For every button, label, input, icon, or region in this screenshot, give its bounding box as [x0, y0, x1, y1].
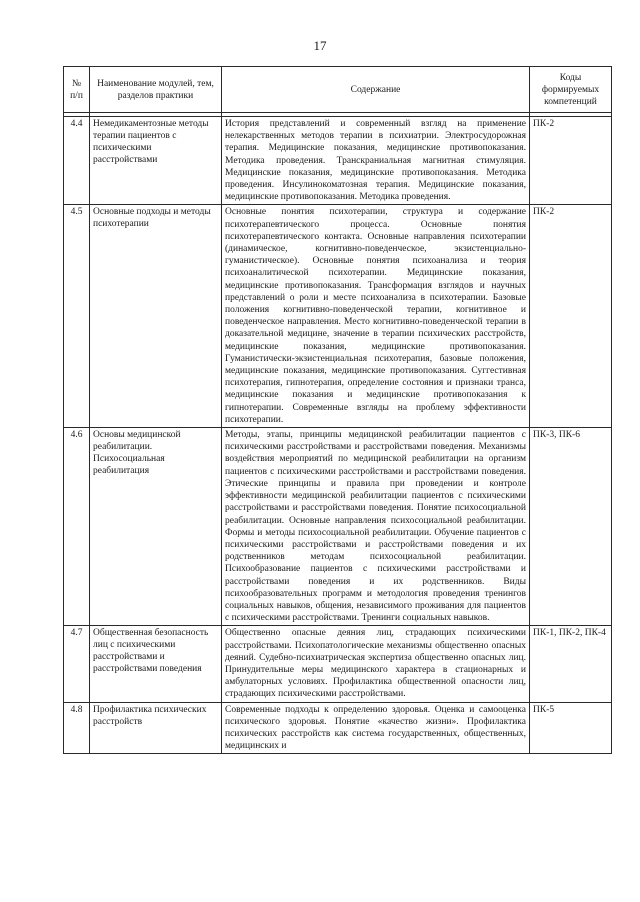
row-topic-name: Общественная безопасность лиц с психическими расстройствами и расстройствами поведения [90, 626, 222, 702]
row-competence-codes: ПК-5 [530, 702, 612, 754]
row-num: 4.5 [64, 205, 90, 428]
row-competence-codes: ПК-1, ПК-2, ПК-4 [530, 626, 612, 702]
table-row [64, 702, 612, 754]
page-number: 17 [313, 38, 327, 53]
row-topic-name: Основные подходы и методы психотерапии [90, 205, 222, 428]
table-row [64, 626, 612, 702]
table-row [64, 205, 612, 428]
row-content: Основные понятия психотерапии, структура и содержание психотерапевтического процесса. Основные понятия психотерапевтического контакта. Основные направления психотерапии (динамическое, когнитивно-поведенческое, экзистенциально-гуманистическое). Основные понятия психоанализа и теория психоаналитической психотерапии. Медицинские показания, медицинские противопоказания. Трансформация взглядов и научных представлений о роли и месте психоанализа в психотерапии. Базовые положения когнитивно-поведенческой терапии, когнитивное и поведенческое направления. Место когнитивно-поведенческой терапии в доказательной медицине, значение в терапии психических расстройств, медицинские показания, медицинские противопоказания. Гуманистически-экзистенциальная психотерапия, базовые положения, медицинские показания, медицинские противопоказания. Суггестивная психотерапия, гипнотерапия, определение состояния и признаки транса, медицинские показания и медицинские противопоказания к гипнотерапии. Современные взгляды на проблему эффективности психотерапии. [222, 205, 530, 428]
header-codes: Коды формируемых компетенций [530, 67, 612, 113]
row-competence-codes: ПК-2 [530, 205, 612, 428]
practice-program-table [63, 66, 612, 754]
row-num: 4.8 [64, 702, 90, 754]
row-content: Современные подходы к определению здоровья. Оценка и самооценка психического здоровья. Понятие «качество жизни». Профилактика психических расстройств как система государственных, общественных, медицинских и [222, 702, 530, 754]
row-topic-name: Немедикаментозные методы терапии пациентов с психическими расстройствами [90, 117, 222, 205]
row-competence-codes: ПК-2 [530, 117, 612, 205]
row-topic-name: Профилактика психических расстройств [90, 702, 222, 754]
row-content: История представлений и современный взгляд на применение нелекарственных методов терапии в психиатрии. Электросудорожная терапия. Медицинские показания, медицинские противопоказания. Методика проведения. Транскраниальная магнитная стимуляция. Медицинские показания, медицинские противопоказания. Методика проведения. Инсулинокоматозная терапия. Медицинские показания, медицинские противопоказания. Методика проведения. [222, 117, 530, 205]
row-num: 4.4 [64, 117, 90, 205]
row-content: Методы, этапы, принципы медицинской реабилитации пациентов с психическими расстройствами и расстройствами поведения. Механизмы воздействия мероприятий по медицинской реабилитации на организм пациентов с психическими расстройствами и расстройствами поведения. Этические принципы и правила при проведении и контроле эффективности медицинской реабилитации пациентов с психическими расстройствами и расстройствами поведения. Понятие психосоциальной реабилитации. Основные направления психосоциальной реабилитации. Формы и методы психосоциальной реабилитации. Обучение пациентов с психическими расстройствами и расстройствами поведения и их родственников методам психосоциальной реабилитации. Психообразование пациентов с психическими расстройствами и расстройствами поведения и их родственников. Виды психообразовательных программ и методология проведения тренингов социальных навыков, общения, независимого проживания для пациентов с психическими расстройствами. Тренинги социальных навыков. [222, 428, 530, 626]
row-num: 4.7 [64, 626, 90, 702]
row-competence-codes: ПК-3, ПК-6 [530, 428, 612, 626]
header-content: Содержание [222, 67, 530, 113]
row-topic-name: Основы медицинской реабилитации. Психосоциальная реабилитация [90, 428, 222, 626]
row-num: 4.6 [64, 428, 90, 626]
header-name: Наименование модулей, тем, разделов практики [90, 67, 222, 113]
row-content: Общественно опасные деяния лиц, страдающих психическими расстройствами. Психопатологические механизмы общественно опасных деяний. Судебно-психиатрическая экспертиза общественно опасных лиц. Принудительные меры медицинского характера в стационарных и амбулаторных условиях. Профилактика общественной опасности лиц, страдающих психическими расстройствами. [222, 626, 530, 702]
table-row [64, 117, 612, 205]
header-num: № п/п [64, 67, 90, 113]
table-header-row [64, 67, 612, 113]
table-row [64, 428, 612, 626]
